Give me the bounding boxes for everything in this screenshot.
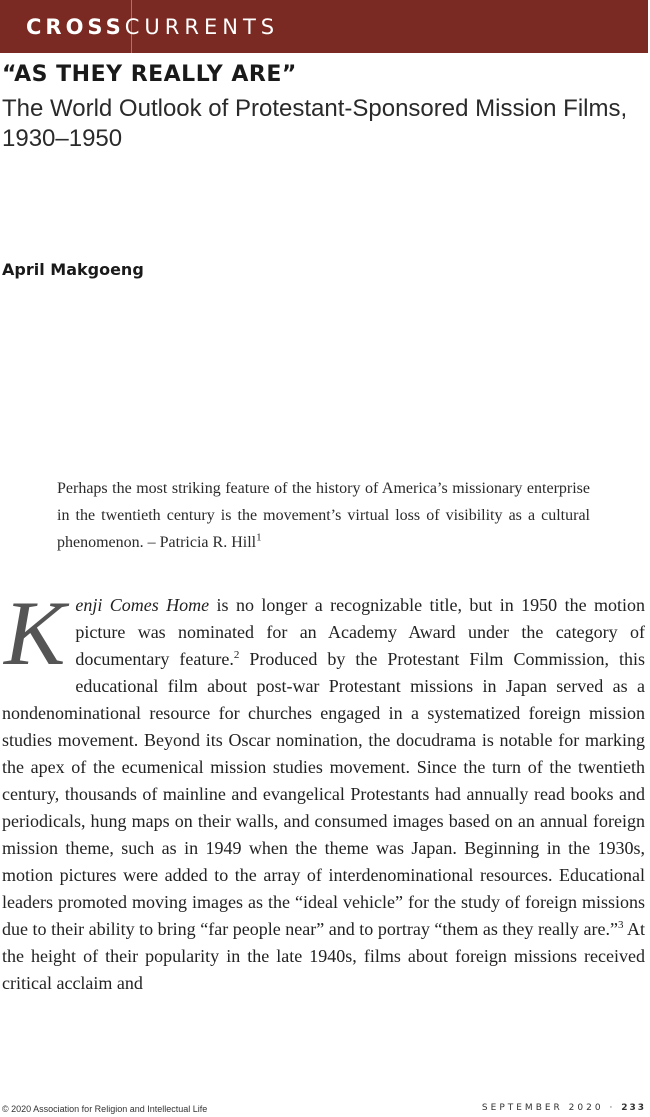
author-name: April Makgoeng — [2, 260, 144, 279]
body-segment-3: At the height of their popularity in the late 1940s, films about foreign missions received critical acclaim and — [2, 919, 645, 993]
footnote-ref-2[interactable]: 2 — [233, 649, 240, 661]
footer-copyright: © 2020 Association for Religion and Intellectual Life — [2, 1104, 208, 1114]
drop-cap: K — [4, 582, 66, 684]
footer-issue: SEPTEMBER 2020 — [481, 1103, 604, 1113]
film-title: enji Comes Home — [75, 595, 210, 615]
footer-issue-info — [482, 1103, 646, 1113]
epigraph — [57, 475, 590, 556]
brand-cross: CROSS — [26, 15, 125, 39]
footnote-ref-3[interactable]: 3 — [617, 919, 624, 931]
article-subtitle: The World Outlook of Protestant-Sponsored Mission Films, 1930–1950 — [2, 95, 628, 152]
footnote-ref-1[interactable]: 1 — [256, 531, 262, 544]
header-divider — [131, 0, 132, 53]
epigraph-text: Perhaps the most striking feature of the history of America’s missionary enterprise in the twentieth century is the movement’s virtual loss of visibility as a cultural phenomenon. – Patricia R. Hill — [57, 480, 590, 551]
journal-brand — [26, 14, 279, 40]
journal-header-bar — [0, 0, 648, 53]
body-segment-2: Produced by the Protestant Film Commission, this educational film about post-war Protestant missions in Japan served as a nondenominational resource for churches engaged in a systematized foreign mission studies movement. Beyond its Oscar nomination, the docudrama is notable for marking the apex of the ecumenical mission studies movement. Since the turn of the twentieth century, thousands of mainline and evangelical Protestants had annually read books and periodicals, hung maps on their walls, and consumed images based on an annual foreign mission theme, such as in 1949 when the theme was Japan. Beginning in the 1930s, motion pictures were added to the array of interdenominational resources. Educational leaders promoted moving images as the “ideal vehicle” for the study of foreign missions due to their ability to bring “far people near” and to portray “them as they really are.” — [2, 649, 645, 939]
body-paragraph — [2, 582, 645, 997]
page-number: 233 — [621, 1103, 646, 1113]
article-title: “AS THEY REALLY ARE” — [2, 62, 297, 87]
body-segment-1: is no longer a recognizable title, but in 1950 the motion picture was nominated for an Academy Award under the category of documentary feature. — [75, 595, 645, 669]
brand-currents: CURRENTS — [124, 15, 280, 39]
footer-separator: · — [609, 1103, 616, 1113]
